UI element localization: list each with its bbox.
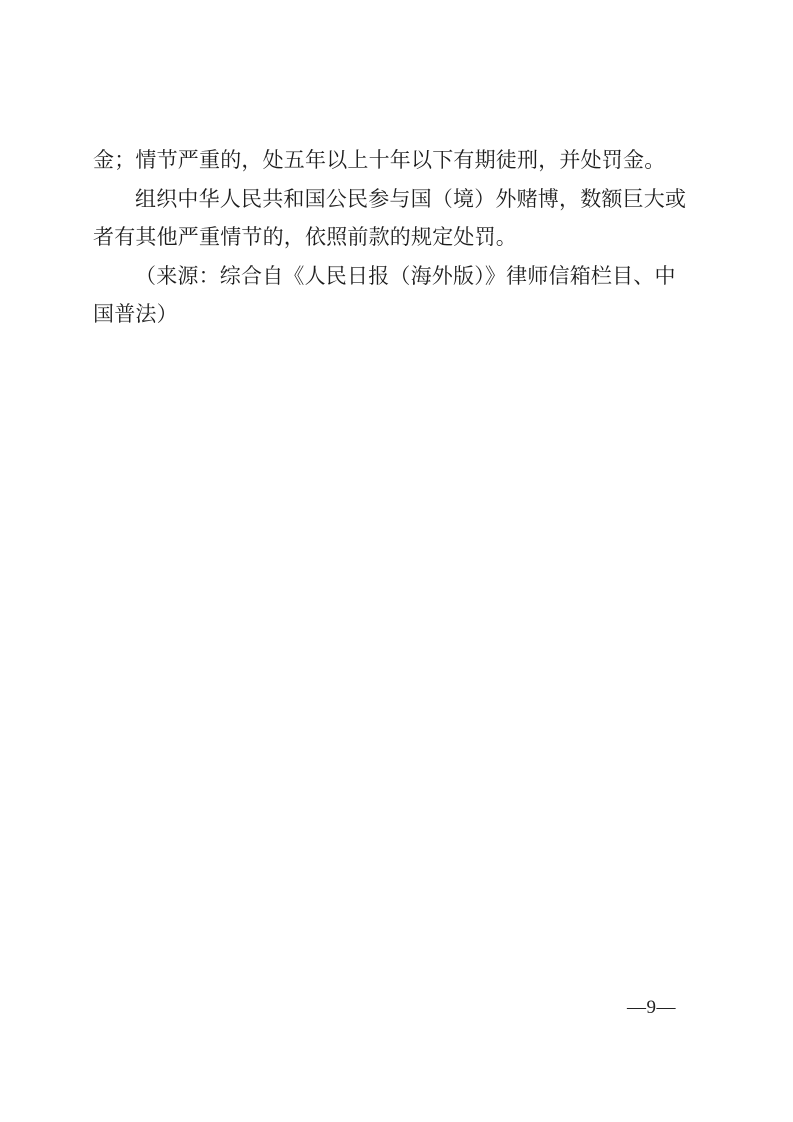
text-line: 国普法） bbox=[93, 302, 178, 326]
text-line: （来源：综合自《人民日报（海外版）》律师信箱栏目、中 bbox=[135, 263, 676, 288]
text-line: 组织中华人民共和国公民参与国（境）外赌博，数额巨大或 bbox=[135, 186, 687, 211]
text-line: 者有其他严重情节的，依照前款的规定处罚。 bbox=[93, 225, 517, 249]
page-number: —9— bbox=[627, 997, 676, 1018]
body-text-block bbox=[93, 141, 705, 334]
text-line: 金；情节严重的，处五年以上十年以下有期徒刑，并处罚金。 bbox=[93, 148, 666, 172]
